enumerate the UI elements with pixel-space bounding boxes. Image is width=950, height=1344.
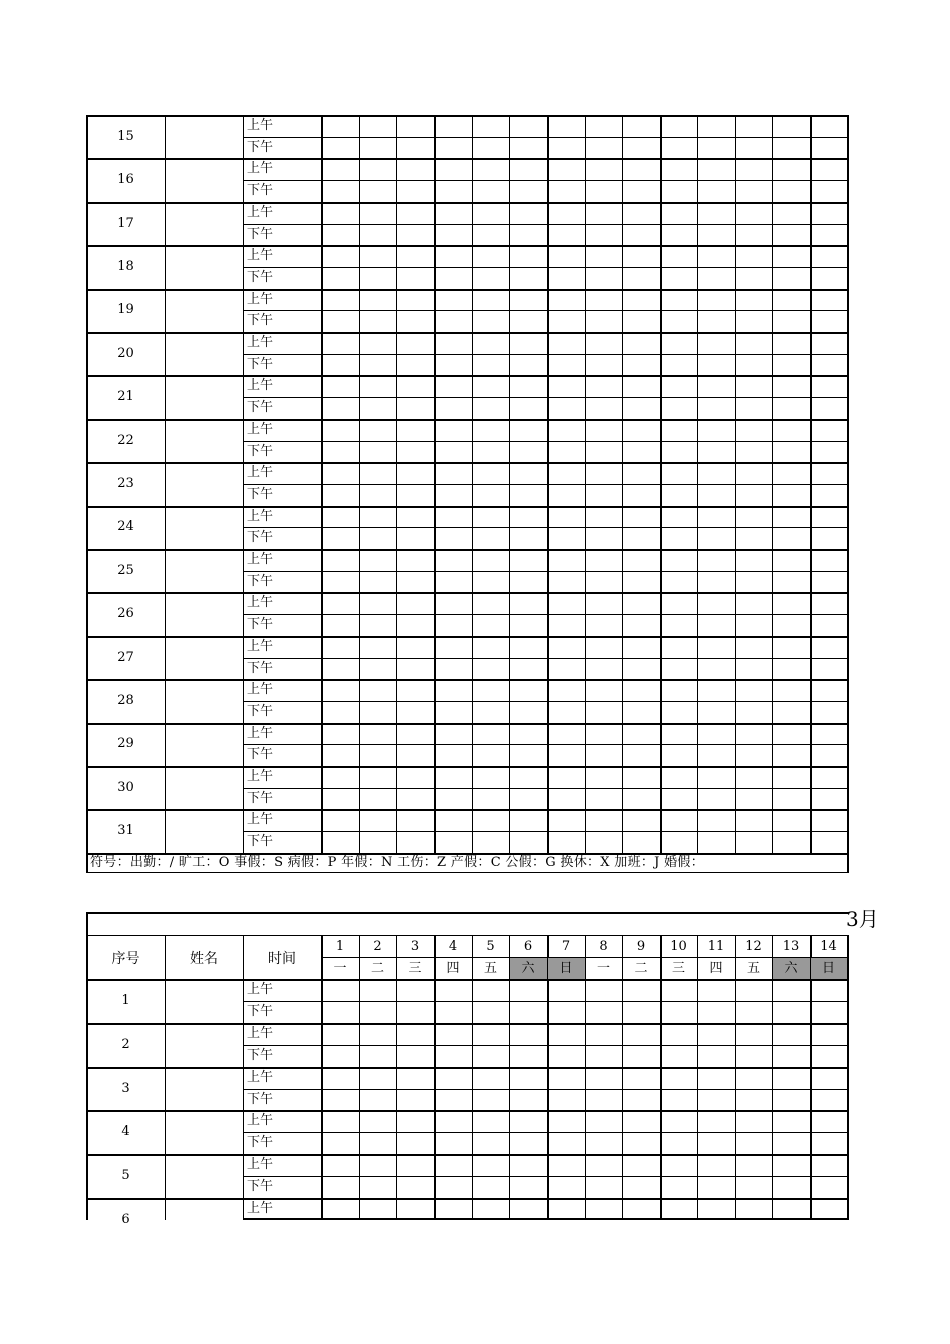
sequence-number: 31	[117, 823, 134, 839]
lower-day-divider	[321, 935, 323, 1220]
sequence-number: 28	[117, 692, 134, 708]
lower-day-divider	[697, 935, 698, 1220]
pm-label: 下午	[247, 269, 274, 285]
am-label: 上午	[247, 1157, 274, 1173]
sequence-number: 21	[117, 389, 134, 405]
sequence-number: 29	[117, 736, 134, 752]
legend-bottom-border	[86, 872, 849, 873]
half-day-divider	[243, 527, 849, 528]
name-cell[interactable]	[166, 811, 242, 851]
weekday-label: 四	[446, 961, 460, 976]
half-day-divider	[243, 658, 849, 659]
weekday-label: 四	[709, 961, 723, 976]
half-day-divider	[243, 224, 849, 225]
am-label: 上午	[247, 291, 274, 307]
sequence-number: 15	[117, 128, 134, 144]
weekday-label: 二	[634, 961, 648, 976]
weekday-label: 三	[408, 961, 422, 976]
day-number: 8	[599, 939, 608, 954]
sequence-number: 17	[117, 215, 134, 231]
pm-label: 下午	[247, 703, 274, 719]
pm-label: 下午	[247, 747, 274, 763]
pm-label: 下午	[247, 356, 274, 372]
name-cell[interactable]	[166, 160, 242, 200]
half-day-divider	[243, 1001, 849, 1002]
day-number: 14	[820, 939, 837, 954]
lower-table-top-border	[86, 912, 849, 914]
name-cell[interactable]	[166, 508, 242, 548]
sequence-number: 18	[117, 258, 134, 274]
name-cell[interactable]	[166, 768, 242, 808]
name-cell[interactable]	[166, 204, 242, 244]
name-cell[interactable]	[166, 421, 242, 461]
pm-label: 下午	[247, 617, 274, 633]
am-label: 上午	[247, 465, 274, 481]
am-label: 上午	[247, 508, 274, 524]
day-number: 9	[636, 939, 646, 954]
pm-label: 下午	[247, 226, 274, 242]
half-day-divider	[243, 354, 849, 355]
weekday-label: 三	[671, 961, 685, 976]
weekday-label: 二	[370, 961, 384, 976]
day-number: 12	[745, 939, 762, 954]
sequence-number: 1	[121, 992, 130, 1008]
pm-label: 下午	[247, 530, 274, 546]
half-day-divider	[243, 137, 849, 138]
lower-day-divider	[396, 935, 397, 1220]
name-cell[interactable]	[166, 594, 242, 634]
day-number: 7	[561, 939, 571, 954]
name-cell[interactable]	[166, 377, 242, 417]
pm-label: 下午	[247, 486, 274, 502]
pm-label: 下午	[247, 660, 274, 676]
weekday-label: 一	[596, 961, 610, 976]
half-day-divider	[243, 1045, 849, 1046]
sequence-number: 27	[117, 649, 134, 665]
weekday-label: 六	[784, 961, 798, 976]
name-cell[interactable]	[166, 681, 242, 721]
name-cell[interactable]	[166, 981, 242, 1022]
am-label: 上午	[247, 378, 274, 394]
half-day-divider	[243, 744, 849, 745]
weekday-label: 日	[821, 961, 835, 976]
am-label: 上午	[247, 1113, 274, 1129]
am-label: 上午	[247, 682, 274, 698]
name-cell[interactable]	[166, 464, 242, 504]
lower-visible-bottom	[243, 1218, 849, 1220]
half-day-divider	[243, 180, 849, 181]
header-time: 时间	[268, 951, 296, 967]
pm-label: 下午	[247, 1091, 274, 1107]
am-label: 上午	[247, 335, 274, 350]
legend-text: 符号：出勤：/ 旷工：O 事假：S 病假：P 年假：N 工伤：Z 产假：C 公假：G 换休：X 加班：J 婚假：	[90, 854, 705, 870]
name-cell[interactable]	[166, 291, 242, 331]
name-cell[interactable]	[166, 1156, 242, 1197]
header-seq: 序号	[111, 951, 140, 967]
pm-label: 下午	[247, 1047, 274, 1063]
sequence-number: 30	[117, 779, 134, 795]
day-number: 1	[335, 939, 345, 954]
day-number: 2	[373, 939, 382, 954]
sequence-number: 26	[117, 606, 134, 622]
weekday-label: 五	[746, 961, 760, 976]
pm-label: 下午	[247, 834, 274, 850]
am-label: 上午	[247, 552, 274, 567]
sequence-number: 5	[121, 1168, 130, 1184]
month-label: 3月	[846, 907, 879, 931]
pm-label: 下午	[247, 1135, 274, 1151]
weekday-label: 五	[483, 961, 497, 976]
name-cell[interactable]	[166, 334, 242, 374]
sequence-number: 3	[121, 1080, 130, 1096]
lower-day-divider	[847, 935, 849, 1220]
pm-label: 下午	[247, 139, 274, 155]
lower-day-divider	[585, 935, 586, 1220]
pm-label: 下午	[247, 790, 274, 806]
half-day-divider	[243, 831, 849, 832]
name-cell[interactable]	[166, 638, 242, 678]
am-label: 上午	[247, 1069, 274, 1085]
half-day-divider	[243, 310, 849, 311]
name-cell[interactable]	[166, 117, 242, 157]
am-label: 上午	[247, 982, 274, 997]
half-day-divider	[243, 397, 849, 398]
day-number: 3	[410, 939, 420, 954]
half-day-divider	[243, 1089, 849, 1090]
lower-day-divider	[359, 935, 360, 1220]
name-cell[interactable]	[166, 1069, 242, 1110]
am-label: 上午	[247, 595, 274, 611]
day-number: 10	[670, 939, 687, 954]
sequence-number: 24	[117, 519, 134, 535]
sequence-number: 22	[117, 432, 134, 448]
weekday-label: 一	[333, 961, 347, 976]
day-number: 11	[707, 939, 725, 954]
pm-label: 下午	[247, 1179, 274, 1195]
half-day-divider	[243, 788, 849, 789]
am-label: 上午	[247, 161, 274, 177]
pm-label: 下午	[247, 183, 274, 199]
am-label: 上午	[247, 1201, 274, 1216]
half-day-divider	[243, 701, 849, 702]
sequence-number: 20	[117, 345, 134, 361]
name-cell[interactable]	[166, 725, 242, 765]
table-right-border	[847, 115, 849, 873]
pm-label: 下午	[247, 400, 274, 416]
half-day-divider	[243, 1176, 849, 1177]
pm-label: 下午	[247, 1003, 274, 1019]
am-label: 上午	[247, 812, 274, 828]
am-label: 上午	[247, 769, 274, 784]
lower-day-divider	[622, 935, 623, 1220]
am-label: 上午	[247, 248, 274, 264]
sequence-number: 16	[117, 172, 134, 188]
name-cell[interactable]	[166, 551, 242, 591]
half-day-divider	[243, 614, 849, 615]
half-day-divider	[243, 1132, 849, 1133]
am-label: 上午	[247, 421, 274, 437]
sequence-number: 6	[121, 1211, 130, 1227]
half-day-divider	[243, 484, 849, 485]
pm-label: 下午	[247, 443, 274, 459]
day-number: 4	[448, 939, 458, 954]
am-label: 上午	[247, 638, 274, 654]
sequence-number: 2	[121, 1036, 130, 1052]
sequence-number: 4	[121, 1124, 130, 1140]
half-day-divider	[243, 571, 849, 572]
name-cell[interactable]	[166, 1200, 242, 1241]
weekday-label: 六	[521, 961, 535, 976]
lower-day-divider	[434, 935, 436, 1220]
sequence-number: 23	[117, 475, 134, 491]
lower-day-divider	[472, 935, 473, 1220]
half-day-divider	[243, 267, 849, 268]
am-label: 上午	[247, 204, 274, 220]
pm-label: 下午	[247, 573, 274, 589]
am-label: 上午	[247, 725, 274, 741]
name-cell[interactable]	[166, 1025, 242, 1066]
half-day-divider	[243, 441, 849, 442]
weekday-row-divider	[321, 957, 849, 958]
day-number: 5	[486, 939, 495, 954]
name-cell[interactable]	[166, 247, 242, 287]
sequence-number: 25	[117, 562, 134, 578]
pm-label: 下午	[247, 313, 274, 329]
am-label: 上午	[247, 1025, 274, 1041]
lower-day-divider	[660, 935, 662, 1220]
lower-time-divider	[243, 935, 244, 1220]
header-name: 姓名	[190, 951, 218, 967]
am-label: 上午	[247, 118, 274, 133]
day-number: 13	[782, 939, 800, 954]
sequence-number: 19	[117, 302, 134, 318]
name-cell[interactable]	[166, 1112, 242, 1153]
weekday-label: 日	[559, 961, 573, 976]
day-number: 6	[523, 939, 533, 954]
lower-day-divider	[735, 935, 736, 1220]
